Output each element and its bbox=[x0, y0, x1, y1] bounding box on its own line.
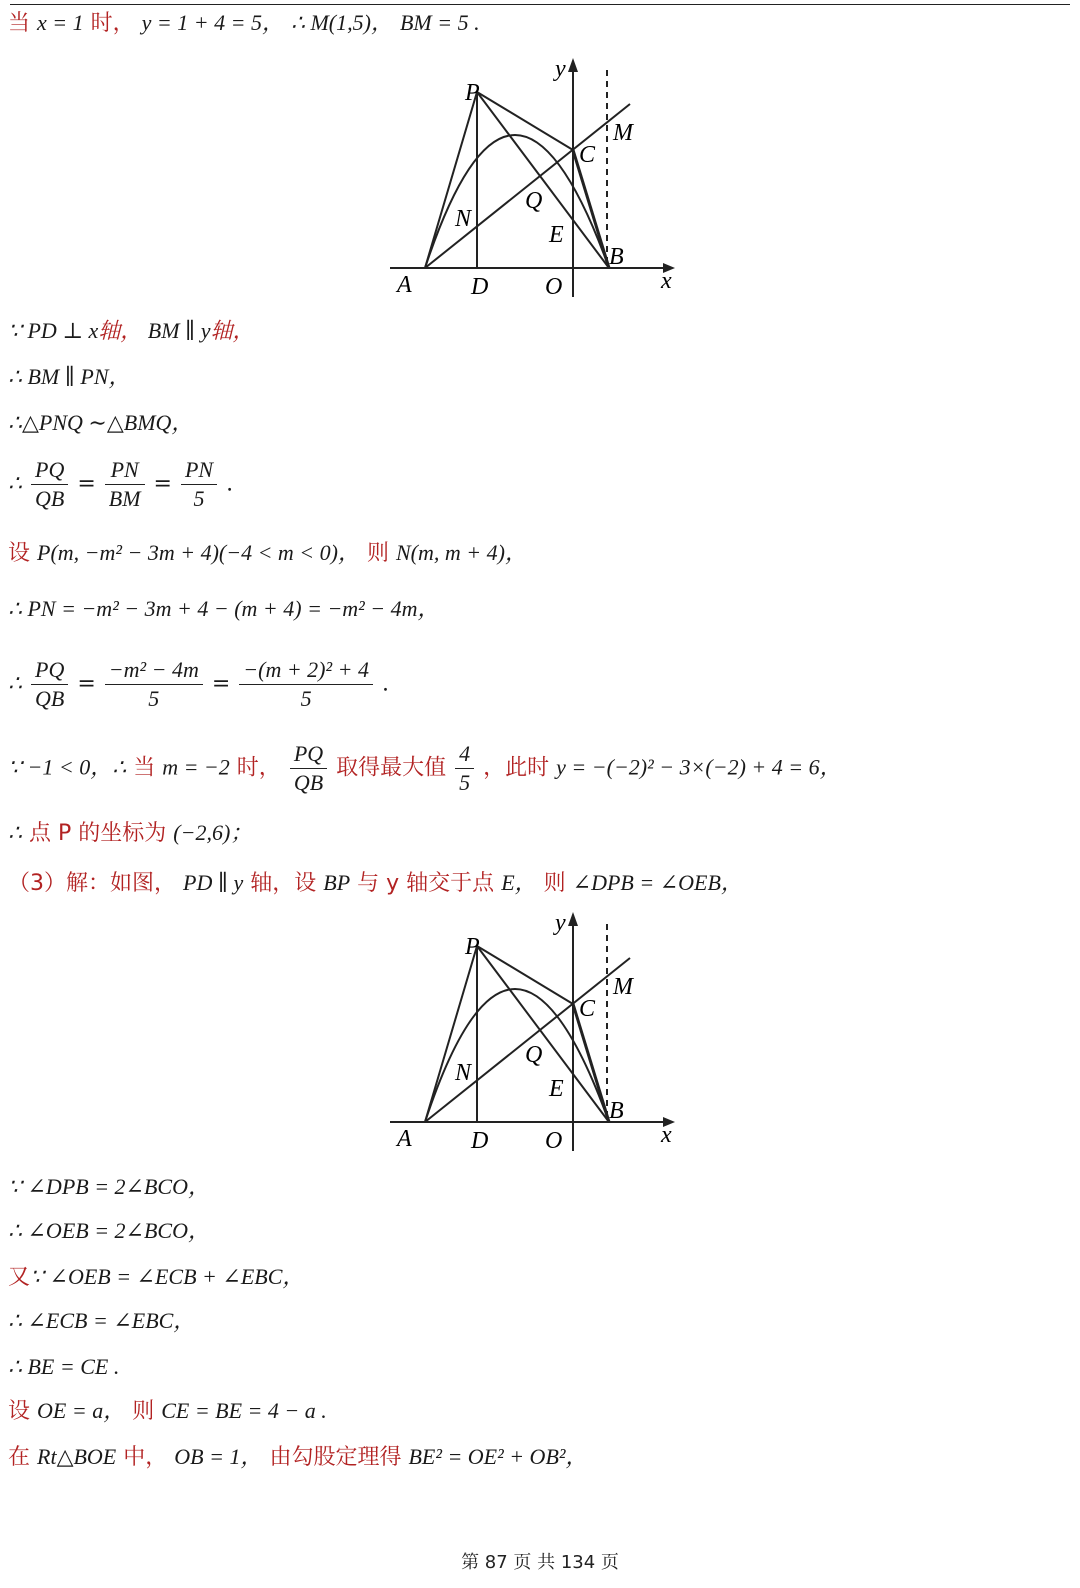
denominator: 5 bbox=[300, 686, 312, 711]
fraction bbox=[455, 740, 474, 797]
denominator: 5 bbox=[459, 770, 471, 795]
math: ∵ ∠OEB = ∠ECB + ∠EBC， bbox=[30, 1264, 305, 1289]
text-line-5 bbox=[8, 456, 233, 513]
text-line-6 bbox=[8, 538, 527, 569]
math: ∵ PD ⊥ x bbox=[8, 318, 99, 343]
label-P: P bbox=[465, 934, 480, 960]
denominator: 5 bbox=[148, 686, 160, 711]
label-y: y bbox=[555, 910, 566, 936]
text-line-15 bbox=[8, 1306, 195, 1336]
parabola-figure-2 bbox=[385, 906, 685, 1156]
denominator: QB bbox=[293, 770, 324, 795]
numerator: −(m + 2)² + 4 bbox=[239, 656, 373, 685]
math: ∴ bbox=[8, 820, 22, 845]
numerator: 4 bbox=[455, 740, 474, 769]
math: ∠DPB = ∠OEB， bbox=[572, 870, 743, 895]
math: ∴ ∠ECB = ∠EBC， bbox=[8, 1308, 196, 1333]
denominator: QB bbox=[35, 486, 65, 511]
numerator: PN bbox=[105, 456, 145, 485]
text-line-16 bbox=[8, 1352, 119, 1382]
page-footer: 第 87 页 共 134 页 bbox=[461, 1552, 619, 1573]
math: (−2,6)； bbox=[173, 820, 253, 845]
math: P(m, −m² − 3m + 4)(−4 < m < 0)， bbox=[37, 540, 360, 565]
fraction bbox=[290, 740, 327, 797]
red-text: 轴， bbox=[210, 319, 255, 344]
math: ∵ ∠DPB = 2∠BCO， bbox=[8, 1174, 210, 1199]
math: . bbox=[226, 471, 234, 497]
text-line-7 bbox=[8, 594, 440, 624]
label-D: D bbox=[471, 274, 489, 300]
label-N: N bbox=[455, 206, 472, 232]
label-C: C bbox=[579, 142, 596, 168]
red-text: 则 bbox=[366, 541, 389, 566]
red-text: 轴， bbox=[98, 319, 143, 344]
numerator: PQ bbox=[31, 456, 68, 485]
red-text: 在 bbox=[8, 1445, 31, 1470]
math: x = 1 bbox=[37, 10, 84, 35]
math: OE = a， bbox=[37, 1398, 126, 1423]
math: BM ∥ y bbox=[147, 318, 211, 343]
top-rule bbox=[10, 4, 1070, 5]
text-line-10 bbox=[8, 818, 252, 849]
text-line-4 bbox=[8, 408, 193, 438]
math: BE² = OE² + OB²， bbox=[408, 1444, 588, 1469]
numerator: PQ bbox=[290, 740, 327, 769]
red-text: 则 bbox=[132, 1399, 155, 1424]
math: = bbox=[153, 471, 172, 497]
math: ∴ ∠OEB = 2∠BCO， bbox=[8, 1218, 210, 1243]
text-line-3 bbox=[8, 362, 131, 392]
math: BP bbox=[323, 870, 351, 895]
math: OB = 1， bbox=[174, 1444, 263, 1469]
red-text: ，此时 bbox=[483, 755, 550, 781]
denominator: BM bbox=[108, 486, 141, 511]
label-P: P bbox=[465, 80, 480, 106]
text-line-14 bbox=[8, 1262, 304, 1293]
numerator: −m² − 4m bbox=[105, 656, 203, 685]
math: ∴ M(1,5)， bbox=[290, 10, 393, 35]
text-line-12 bbox=[8, 1172, 210, 1202]
text-line-2 bbox=[8, 316, 255, 347]
label-B: B bbox=[609, 1098, 624, 1124]
label-M: M bbox=[613, 974, 633, 1000]
label-B: B bbox=[609, 244, 624, 270]
math: y = 1 + 4 = 5， bbox=[141, 10, 284, 35]
label-y: y bbox=[555, 56, 566, 82]
text-line-8 bbox=[8, 656, 389, 713]
red-text: 当 bbox=[133, 755, 156, 781]
math: = bbox=[77, 671, 96, 697]
red-text: 点 P 的坐标为 bbox=[29, 821, 167, 846]
math: BM = 5 . bbox=[399, 10, 480, 35]
label-M: M bbox=[613, 120, 633, 146]
label-E: E bbox=[549, 222, 564, 248]
label-N: N bbox=[455, 1060, 472, 1086]
math: ∴ BE = CE . bbox=[8, 1354, 120, 1379]
fraction bbox=[181, 456, 217, 513]
text-line-9 bbox=[8, 740, 842, 797]
text-line-18 bbox=[8, 1442, 587, 1473]
math: ∴ bbox=[8, 470, 22, 496]
numerator: PN bbox=[181, 456, 217, 485]
math: y = −(−2)² − 3×(−2) + 4 = 6， bbox=[556, 754, 842, 780]
fraction bbox=[105, 456, 145, 513]
parabola-figure-1 bbox=[385, 52, 685, 302]
math: PD ∥ y bbox=[183, 870, 244, 895]
math: ∴ bbox=[8, 670, 22, 696]
red-text: 中， bbox=[123, 1445, 168, 1470]
red-text: 又 bbox=[8, 1265, 31, 1290]
label-D: D bbox=[471, 1128, 489, 1154]
text-line-17 bbox=[8, 1396, 327, 1427]
red-text: 与 y 轴交于点 bbox=[357, 871, 495, 896]
red-text: 当 bbox=[8, 11, 31, 36]
red-text: 轴，设 bbox=[250, 871, 317, 896]
label-O: O bbox=[545, 1128, 563, 1154]
math: N(m, m + 4)， bbox=[396, 540, 527, 565]
math: ∴△PNQ ∼△BMQ， bbox=[8, 410, 194, 435]
math: = bbox=[211, 671, 231, 697]
fraction bbox=[105, 656, 203, 713]
red-text: 则 bbox=[543, 871, 566, 896]
fraction bbox=[239, 656, 373, 713]
math: m = −2 bbox=[162, 754, 230, 780]
label-A: A bbox=[397, 1126, 412, 1152]
label-x: x bbox=[661, 268, 672, 294]
text-line-13 bbox=[8, 1216, 210, 1246]
denominator: 5 bbox=[193, 486, 205, 511]
math: ∴ PN = −m² − 3m + 4 − (m + 4) = −m² − 4m， bbox=[8, 596, 440, 621]
math: = bbox=[77, 471, 96, 497]
label-Q: Q bbox=[525, 1042, 543, 1068]
label-O: O bbox=[545, 274, 563, 300]
label-C: C bbox=[579, 996, 596, 1022]
label-x: x bbox=[661, 1122, 672, 1148]
label-E: E bbox=[549, 1076, 564, 1102]
red-text: 取得最大值 bbox=[336, 755, 447, 781]
math: ∵ −1 < 0，∴ bbox=[8, 754, 127, 780]
red-text: （3）解：如图， bbox=[8, 871, 176, 896]
fraction bbox=[31, 656, 68, 713]
denominator: QB bbox=[35, 686, 65, 711]
red-text: 时， bbox=[236, 755, 281, 781]
text-line-11 bbox=[8, 868, 743, 899]
red-text: 由勾股定理得 bbox=[269, 1445, 402, 1470]
label-A: A bbox=[397, 272, 412, 298]
math: E， bbox=[501, 870, 537, 895]
red-text: 时， bbox=[90, 11, 135, 36]
math: Rt△BOE bbox=[37, 1444, 117, 1469]
numerator: PQ bbox=[31, 656, 68, 685]
math: CE = BE = 4 − a . bbox=[161, 1398, 327, 1423]
red-text: 设 bbox=[8, 541, 31, 566]
fraction bbox=[31, 456, 68, 513]
label-Q: Q bbox=[525, 188, 543, 214]
red-text: 设 bbox=[8, 1399, 31, 1424]
text-line-1 bbox=[8, 8, 480, 39]
math: . bbox=[381, 671, 389, 697]
math: ∴ BM ∥ PN， bbox=[8, 364, 131, 389]
